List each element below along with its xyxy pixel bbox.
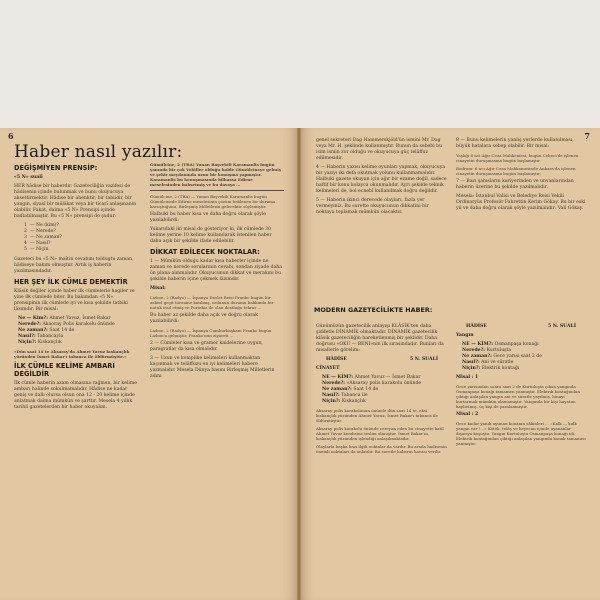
table-header: HÂDİSE 5 N. SUALİ (326, 357, 438, 362)
right-column-1 (316, 138, 448, 219)
left-page (0, 128, 298, 600)
list-item: Nasıl?: Tabancayla (18, 334, 64, 339)
paragraph: 1 — Mümkün olduğu kadar kısa haberler içinde ne zaman ve nerede sorularının cevabı, sondan ziyade daha ön plana alınmalıdır. Okuyucunun dikkat ve merakını bu şekilde haberin içine çekmek lâzımdır. (150, 259, 283, 282)
right-page (300, 128, 600, 600)
example-note: «Dün saat 14 te Aksaray'da Ahmet Yavuz kıskançlık yüzünden İsmet Bakar'ı tabanca ile öldürmüştür.» (14, 349, 130, 359)
list-item: Niçin?: Elektrik kontağı (462, 366, 520, 371)
book-gutter (297, 128, 301, 600)
intro-paragraph: HER hâdise bir haberdir. Gazeteciliğin vazifesi de hâdisenin içinde bulunmak ve bunu okuyucuya aksettirmektir. Hâdise bir ahenktir, bir tabiidir, bir yangın, siyasî bir mülâkat veya bir ticarî anlaşmanın olabilir. Fakat, daima «5 N» Prensipi içinde badlatılmaıştır. Bu «5 N» prensipi de şudur: (14, 184, 137, 219)
section-heading: MODERN GAZETECİLİKTE HABER: (314, 306, 433, 314)
misal-label: Misal: (150, 286, 166, 291)
paragraph: 4 — Haberin yazısı kelime oyunları yapmak, okuyucuya bir yazıyı iki defa okutmak yolunu kullanmamalıdır. Halbuki gazete okuyan için ağır bir ezame değil, sadece haftif bir konu kolayca okunmalıdır. Ayrı şekilde teknik kelimeleri de, bol ecnebî kullanılmak doğru değildir. (316, 165, 447, 194)
paragraph: Yukarıdaki iki misal de gösteriyor ki, ilk cümlede 30 kelime yerine 10 kelime kullanılarak istenilen haber daha açık bir şekilde ifade edilebilir. (150, 227, 272, 244)
list-item: 3 — Ne zaman? (24, 235, 62, 240)
example-note: Aksaray polis karakolu önünde cereyan eden bu cinayette katil Ahmet Yavuz kendisine teslim olmuştur. İsmet Bakar'ın, kıskançlık yüzünden işlendiği anlaşılmaktadır. (316, 426, 444, 441)
list-item: Nerede?: «Aksaray polis karakolu önünde (322, 381, 422, 386)
list-item: 1 — Ne (kim)? (24, 223, 59, 228)
right-column-3 (316, 324, 448, 457)
paragraph: 3 — Uzun ve komplike kelimeleri kullanmaktan kaçınmalı ve telâffuzu en iyi kelimeleri habere yazmalıdır. Mesela Dünya basını Birleşmiş Milletlerin adını (150, 356, 275, 379)
page-number: 7 (584, 131, 590, 141)
list-item: Nasıl?: Tabanca ile (322, 393, 368, 398)
page-title: Haber nasıl yazılır: (14, 142, 183, 162)
misal-label: Misal : 2 (456, 412, 479, 417)
left-column-1 (14, 162, 140, 414)
section-subheading: «5 N» sualî (14, 175, 43, 180)
event-label: CİNAYET (316, 366, 340, 371)
paragraph: genel sekreteri Dag Hammerskjöld'ün ismini Mr. Dag veya Mr. H. şeklinde kullanmıştır. Bunun da sebebi bu isim ismin zor olduğu ve okuyucuya güç telâffuz edilmesidir. (316, 138, 443, 161)
list-item: 2 — Nerede? (24, 229, 56, 234)
right-column-4 (456, 324, 586, 449)
section-heading: HER ŞEY İLK CÜMLE DEMEKTİR (14, 278, 128, 286)
event-list (322, 375, 448, 405)
section-heading: DİKKAT EDİLECEK NOKTALAR: (150, 248, 260, 256)
list-item: NE — KİM?: Osmanpaşa konağı (462, 342, 539, 347)
paragraph: 7 — Bazı şahısların kariyerinden ve unvanlarından haberin üzerine bu şekilde yazılmalıdır. (456, 179, 574, 190)
example-note: Gece yarısından sonra saat 2 de Kurtuluşta çıkan yangında Osmanpaşa konağı tamamen yanmıştır. Elektrik kontağından çıktığı anlaşılan yangın ani ve süratle yayılmış, binayı kurtarmak mümkün olamamıştır. Yangında bir kişi hayatını kaybetmiş, üç kişi de yaralanmıştır. (456, 384, 580, 409)
list-item: Niçin?: Kıskançlık (18, 340, 62, 345)
list-item: Ne zaman?: Saat 14 de (322, 387, 379, 392)
example-note: Lizbon, 2 (Radyo) — İspanya Devlet Reisi Franko bugün bir askerî geçit törenine katılmış, ordunun durumu hakkında bir nutuk irad etmiş ve Portekiz ile olan dostluğu tekrar ... (150, 295, 274, 310)
paragraph: 5 — Haberin ikinci derecede olayları, fazla yer vermeyiniz. Bu surette okuyucunun dikkatini bir noktaya toplamak mümkün olacaktır. (316, 198, 429, 215)
paragraph: Gazeteci bu «5 N» maîtin cevabını toldugtu zaman, hâdiseye bakım olmuştur. Artık iş haberin yazılmasındadır. (14, 257, 134, 274)
paragraph: İlk cümle haberin azam olmasına rağmen, bir kelime ambarı halinde sokulmamalıdır. Hâdise ne kadar geniş ve dallı olursa olsun ona 12 - 20 kelime içinde anlatmak daima mümkün ve şarttır. Mesela 4 yıllık tarihli gazetelerden bir haber okuyalım. (14, 381, 137, 410)
paragraph: 2 — Cümleler kısa ve gramer kaidelerine uygun, paragraflar da kısa olmalıdır. (150, 341, 263, 352)
event-list (462, 342, 586, 372)
table-header: HÂDİSE 5 N. SUALİ (466, 324, 576, 329)
list-item: 4 — Nasıl? (24, 241, 51, 246)
example-note: Gece kadar yanık uyunan konanın sâkinleri ... «Kalk — kalk yangın var !...» Kötek, telâş ve heyecan içinde uyananlar dışarıya koşuştu. Yangın Kurtuluşta Osmanpaşa konağı idi. Elektrik kontağından çıktığı anlaşılan yangında konak tamamen yanmıştır. (456, 421, 586, 446)
list-item: 5 — Niçin (24, 247, 49, 252)
example-note: Gümülcine, 2 (TBA) — Yunan Başvekili Karamanlis bugün Gümülcinede Edirne meselesinin çözüm beklenen bir duruma kavuştuğunu, Birleşmiş Milletlerin gelecektir söylemiştir. (150, 194, 276, 209)
paragraph: Mesela: İstanbul Valisi ve Belediye Reisi Vekili Ordinaryüs Profesör Fahrettin Kerim Gökay. Bu bir eski yıl ve daha doğru olarak şöyle yazılmalıdır: Vali Gökay. (456, 194, 586, 211)
paragraph: Klâsik değiler içinde haber ilk cümlelerle hagiler ve yine ilk cümlede biter. Bu bakımdan «5 N» prensipinin ilk cümlede iyi ve kısa şekilde tatbiki lâzımdır. Bir misal: (14, 289, 135, 312)
list-item: Nerede?: Kurtuluşta (462, 348, 512, 353)
list-item: Ne zaman?: Saat 14 de (18, 328, 75, 333)
list-item: Nerede?: Akaoray Polis karakolu önünde (18, 322, 115, 327)
list-item: Ne — Kim?: Ahmet Yavuz, İsmet Bakar (18, 316, 111, 321)
list-item: Ne zaman?: Gece yarısı saat 2 de (462, 354, 542, 359)
list-item: Nasıl?: Ani ve süratle (462, 360, 514, 365)
section-heading: DEĞİŞMİYEN PRENSİP: (14, 164, 98, 172)
example-note: Yaşlığı 6 nci Ağır Ceza Mahkemesi, bugün Cebeci'de işlenen cinayetin duruşmasına bugün başlamıştır. (456, 153, 579, 163)
right-column-2 (456, 138, 586, 215)
left-column-2 (150, 162, 284, 383)
divider (150, 190, 284, 191)
misal-label: Misal : 1 (456, 375, 479, 380)
paragraph: Günümüzün gazetecilik anlayışı KLÂSİK'ten daha şiddetle DİNAMİK olmaktadır. DİNAMİK gazetecilik klâsik gazeteciliğin hareketlenmiş bir şeklidir. Daha doğrusu «OKU — BENI»nin ilk sırasındadır. Bunları da misallerle görelim: (316, 324, 444, 353)
page-number: 6 (8, 131, 14, 141)
example-note: Gümülcine, 2 (TBA) Yunan Başvekili Karamanlis bugün yanında bir çok Vekiller olduğu halde Gümülcineye gelmiş ve şehir meydanında uzun bir konuşma yapmıştır. Karamanlis bu konuşmasında bilhassa Edirne meselesinden bahsetmiş ve bu davaya ... (150, 162, 282, 187)
example-note: Aksaray polis karakolunun önünde dün saat 14 te, eksi kıskançlık yüzünden Ahmet Yavuz, İsmet Bakar'ı tabanca ile öldürmüştür. (316, 408, 438, 423)
list-item: Niçin?: Kıskançlık (322, 399, 366, 404)
section-heading: İLK CÜMLE KELİME AMBARI DEĞİLDİR (14, 362, 115, 378)
example-note: Bodrum: 6 ncı Ağır Ceza Mahkemesinde Ankara'da işlenen cinayetin duruşmasına bugün başlamıştır. (456, 166, 576, 176)
list-item: NE — KİM?: Ahmet Yavuz — İsmet Bakar (322, 375, 421, 380)
event-label: Yangın (456, 333, 474, 338)
paragraph: Bu haber az şekilde daha açık ve doğru olarak yazılabilirdi: (150, 313, 258, 324)
paragraph: Halbuki bu haber kısa ve daha doğru olarak şöyle yazılabilirdi: (150, 212, 266, 223)
example-note: Olaylarla başka bazı ilgili noktalar da vardır. Bu arada hadisenin önemli noktaları da anlatılır. Bu suretle haberin havası verilir. (316, 444, 447, 454)
example-list (18, 316, 140, 346)
paragraph: 8 — Bunu kelimelerin yanlış yerlerde kullanılması, büyük hatalara sebep olabilir. Bir misal: (456, 138, 574, 149)
question-list (24, 223, 140, 253)
example-note: Lizbon, 2 (Radyo) — İspanya Cumhurbaşkanı Franko bugün Lizbon'a gelmiştir. Franko'nun ziyareti ... (150, 328, 272, 338)
